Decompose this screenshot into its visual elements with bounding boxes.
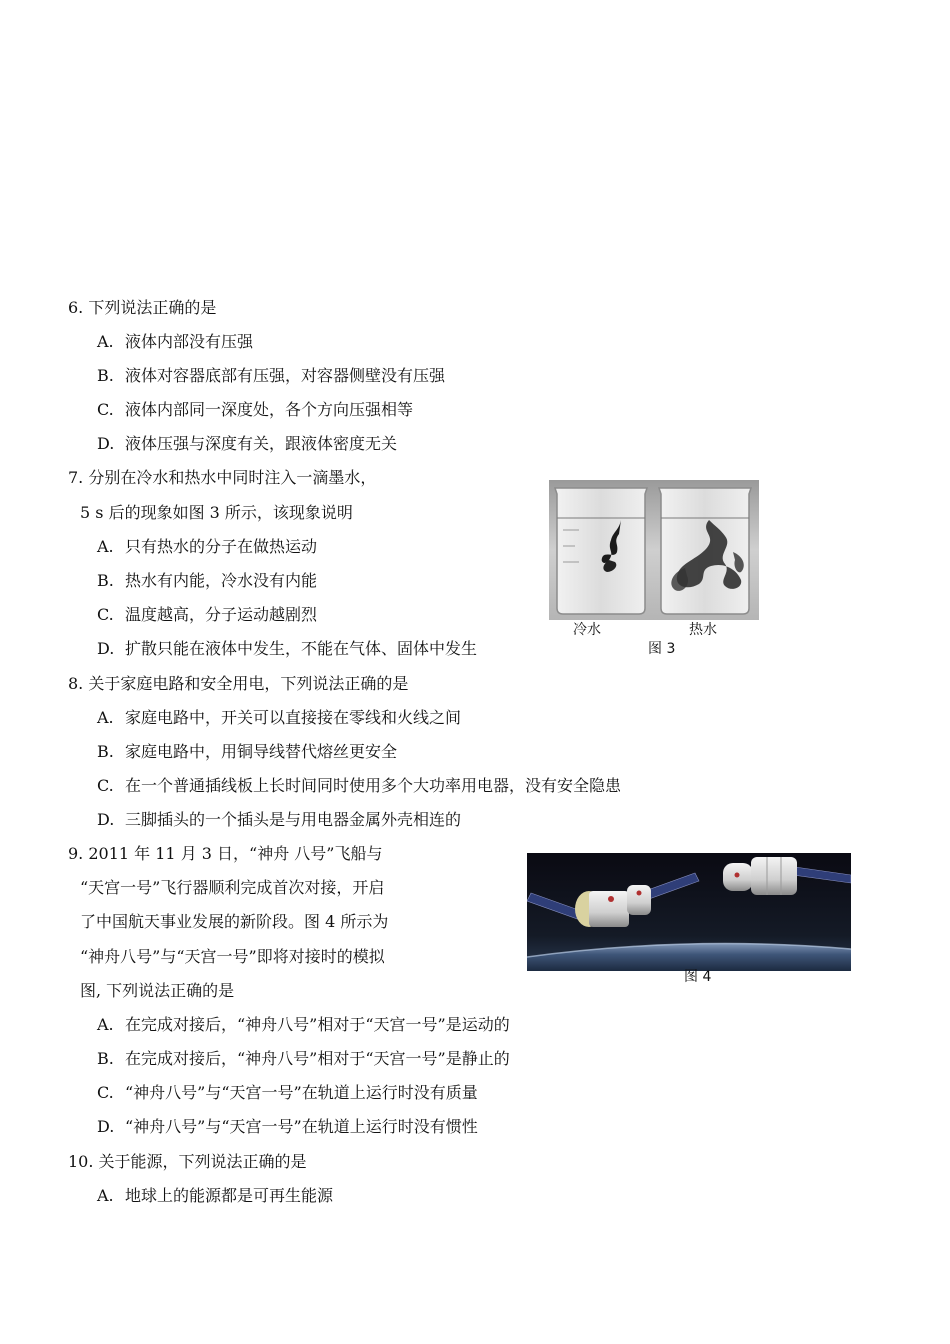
option-label: C.	[97, 400, 114, 419]
cold-water-beaker	[555, 488, 647, 614]
figure-3-beakers	[549, 480, 759, 620]
option-text: 只有热水的分子在做热运动	[125, 537, 318, 556]
q7-option-d	[97, 639, 477, 659]
option-label: D.	[97, 639, 115, 658]
q6-stem: 6. 下列说法正确的是	[68, 298, 217, 317]
option-label: A.	[97, 708, 114, 727]
q9-stem-line5: 图, 下列说法正确的是	[80, 981, 235, 1000]
q8-option-d	[97, 810, 461, 830]
option-text: 液体对容器底部有压强，对容器侧壁没有压强	[125, 366, 446, 385]
option-label: A.	[97, 332, 114, 351]
q7-option-b	[97, 571, 317, 591]
option-label: A.	[97, 1015, 114, 1034]
option-text: 家庭电路中，用铜导线替代熔丝更安全	[125, 742, 398, 761]
q9-option-a	[97, 1015, 510, 1035]
q9-option-c	[97, 1083, 478, 1103]
option-text: 液体内部同一深度处，各个方向压强相等	[125, 400, 414, 419]
q7-option-a	[97, 537, 317, 557]
option-text: 家庭电路中，开关可以直接接在零线和火线之间	[125, 708, 462, 727]
option-label: C.	[97, 1083, 114, 1102]
beakers-photo	[549, 480, 759, 620]
option-label: C.	[97, 605, 114, 624]
option-label: D.	[97, 1117, 115, 1136]
option-text: 液体内部没有压强	[125, 332, 254, 351]
option-text: 在完成对接后，“神舟八号”相对于“天宫一号”是静止的	[125, 1049, 510, 1068]
q6-option-d	[97, 434, 397, 454]
option-text: 温度越高，分子运动越剧烈	[125, 605, 318, 624]
figure-4-caption: 图 4	[684, 969, 712, 985]
q8-option-b	[97, 742, 397, 762]
option-text: 扩散只能在液体中发生，不能在气体、固体中发生	[125, 639, 478, 658]
q10-stem: 10. 关于能源，下列说法正确的是	[68, 1152, 307, 1171]
figure-3-caption: 图 3	[648, 641, 676, 657]
option-label: B.	[97, 571, 114, 590]
q9-stem-line1: 9. 2011 年 11 月 3 日，“神舟 八号”飞船与	[68, 844, 383, 863]
q6-option-a	[97, 332, 253, 352]
option-text: 液体压强与深度有关，跟液体密度无关	[125, 434, 398, 453]
option-text: 在一个普通插线板上长时间同时使用多个大功率用电器，没有安全隐患	[125, 776, 622, 795]
q9-stem-line2: “天宫一号”飞行器顺利完成首次对接，开启	[80, 878, 385, 897]
option-label: B.	[97, 366, 114, 385]
q8-option-c	[97, 776, 621, 796]
option-text: “神舟八号”与“天宫一号”在轨道上运行时没有惯性	[125, 1117, 478, 1136]
option-text: “神舟八号”与“天宫一号”在轨道上运行时没有质量	[125, 1083, 478, 1102]
figure-3-hot-label: 热水	[689, 622, 717, 638]
option-label: D.	[97, 810, 115, 829]
q7-stem-line1: 7. 分别在冷水和热水中同时注入一滴墨水，	[68, 468, 377, 487]
q8-option-a	[97, 708, 461, 728]
q9-option-d	[97, 1117, 478, 1137]
q9-option-b	[97, 1049, 510, 1069]
option-text: 地球上的能源都是可再生能源	[125, 1186, 334, 1205]
figure-4-spacecraft	[527, 853, 851, 971]
option-text: 三脚插头的一个插头是与用电器金属外壳相连的	[125, 810, 462, 829]
q6-option-b	[97, 366, 445, 386]
q8-stem: 8. 关于家庭电路和安全用电，下列说法正确的是	[68, 674, 409, 693]
spacecraft-illustration	[527, 853, 851, 971]
option-label: B.	[97, 742, 114, 761]
q7-stem-line2: 5 s 后的现象如图 3 所示，该现象说明	[80, 503, 353, 522]
option-label: C.	[97, 776, 114, 795]
option-label: A.	[97, 1186, 114, 1205]
q7-option-c	[97, 605, 317, 625]
q10-option-a	[97, 1186, 333, 1206]
option-label: B.	[97, 1049, 114, 1068]
q9-stem-line3: 了中国航天事业发展的新阶段。图 4 所示为	[80, 912, 389, 931]
option-label: D.	[97, 434, 115, 453]
figure-3-cold-label: 冷水	[573, 622, 601, 638]
q9-stem-line4: “神舟八号”与“天宫一号”即将对接时的模拟	[80, 947, 385, 966]
option-text: 热水有内能，冷水没有内能	[125, 571, 318, 590]
option-label: A.	[97, 537, 114, 556]
q6-option-c	[97, 400, 413, 420]
option-text: 在完成对接后，“神舟八号”相对于“天宫一号”是运动的	[125, 1015, 510, 1034]
hot-water-beaker	[659, 488, 751, 614]
